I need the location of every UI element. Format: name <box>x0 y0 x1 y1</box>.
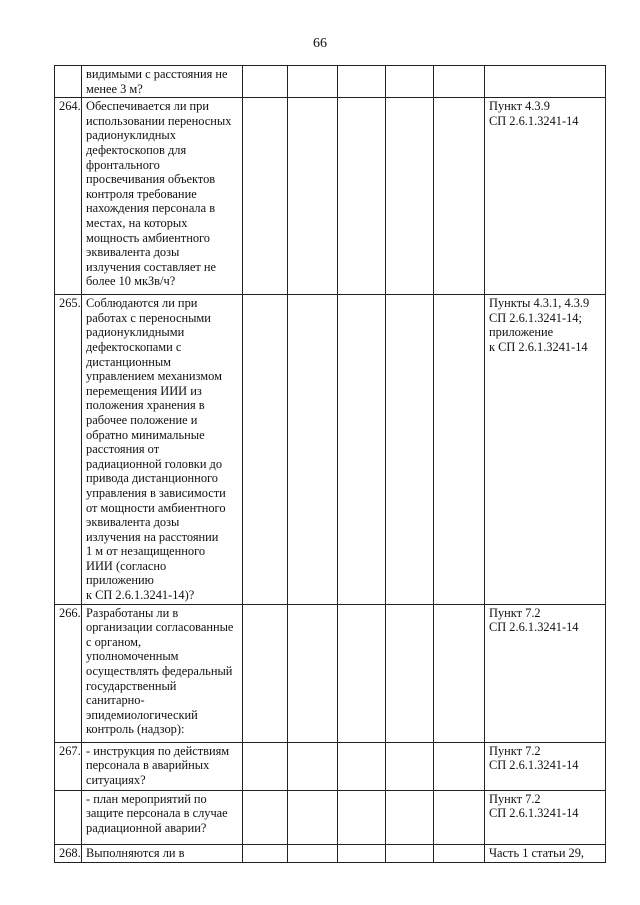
question-text: Соблюдаются ли при работах с переносными радионуклидными дефектоскопами с дистанционным управлением механизмом перемещения ИИИ из положения хранения в рабочее положение и обратно минимальные расстояния от радиационной головки до привода дистанционного управления в зависимости от мощности амбиентного эквивалента дозы излучения на расстоянии 1 м от незащищенного ИИИ (согласно приложению к СП 2.6.1.3241-14)? <box>82 295 243 604</box>
question-text: видимыми с расстояния не менее 3 м? <box>82 66 243 98</box>
answer-cell <box>338 66 386 98</box>
answer-cell <box>434 742 485 790</box>
reference-text: Пункт 7.2 СП 2.6.1.3241-14 <box>485 742 606 790</box>
answer-cell <box>434 295 485 604</box>
answer-cell <box>288 66 338 98</box>
table-row <box>55 604 606 742</box>
answer-cell <box>338 98 386 295</box>
answer-cell <box>386 295 434 604</box>
item-number <box>55 66 82 98</box>
answer-cell <box>243 66 288 98</box>
answer-cell <box>243 604 288 742</box>
table-row <box>55 844 606 862</box>
answer-cell <box>434 844 485 862</box>
answer-cell <box>243 742 288 790</box>
item-number <box>55 790 82 844</box>
answer-cell <box>338 844 386 862</box>
page-number: 66 <box>313 36 327 51</box>
answer-cell <box>243 790 288 844</box>
answer-cell <box>434 604 485 742</box>
answer-cell <box>338 790 386 844</box>
answer-cell <box>243 98 288 295</box>
answer-cell <box>386 790 434 844</box>
item-number: 265. <box>55 295 82 604</box>
item-number: 267. <box>55 742 82 790</box>
answer-cell <box>338 295 386 604</box>
table-row <box>55 295 606 604</box>
question-text: - план мероприятий по защите персонала в случае радиационной аварии? <box>82 790 243 844</box>
answer-cell <box>338 742 386 790</box>
answer-cell <box>386 66 434 98</box>
table-row <box>55 98 606 295</box>
question-text: Выполняются ли в <box>82 844 243 862</box>
item-number: 266. <box>55 604 82 742</box>
table-row <box>55 66 606 98</box>
answer-cell <box>386 844 434 862</box>
answer-cell <box>434 66 485 98</box>
answer-cell <box>288 295 338 604</box>
reference-text <box>485 66 606 98</box>
question-text: Разработаны ли в организации согласованные с органом, уполномоченным осуществлять федеральный государственный санитарно- эпидемиологический контроль (надзор): <box>82 604 243 742</box>
item-number: 264. <box>55 98 82 295</box>
reference-text: Пункты 4.3.1, 4.3.9 СП 2.6.1.3241-14; приложение к СП 2.6.1.3241-14 <box>485 295 606 604</box>
table-row <box>55 742 606 790</box>
answer-cell <box>288 790 338 844</box>
answer-cell <box>434 790 485 844</box>
checklist-table <box>54 65 606 863</box>
answer-cell <box>386 742 434 790</box>
answer-cell <box>288 844 338 862</box>
reference-text: Пункт 7.2 СП 2.6.1.3241-14 <box>485 604 606 742</box>
table-row <box>55 790 606 844</box>
question-text: - инструкция по действиям персонала в аварийных ситуациях? <box>82 742 243 790</box>
answer-cell <box>386 604 434 742</box>
answer-cell <box>338 604 386 742</box>
answer-cell <box>243 844 288 862</box>
question-text: Обеспечивается ли при использовании переносных радионуклидных дефектоскопов для фронтального просвечивания объектов контроля требование нахождения персонала в местах, на которых мощность амбиентного эквивалента дозы излучения составляет не более 10 мкЗв/ч? <box>82 98 243 295</box>
answer-cell <box>288 742 338 790</box>
answer-cell <box>434 98 485 295</box>
reference-text: Пункт 7.2 СП 2.6.1.3241-14 <box>485 790 606 844</box>
answer-cell <box>288 604 338 742</box>
answer-cell <box>243 295 288 604</box>
answer-cell <box>386 98 434 295</box>
answer-cell <box>288 98 338 295</box>
reference-text: Пункт 4.3.9 СП 2.6.1.3241-14 <box>485 98 606 295</box>
reference-text: Часть 1 статьи 29, <box>485 844 606 862</box>
item-number: 268. <box>55 844 82 862</box>
